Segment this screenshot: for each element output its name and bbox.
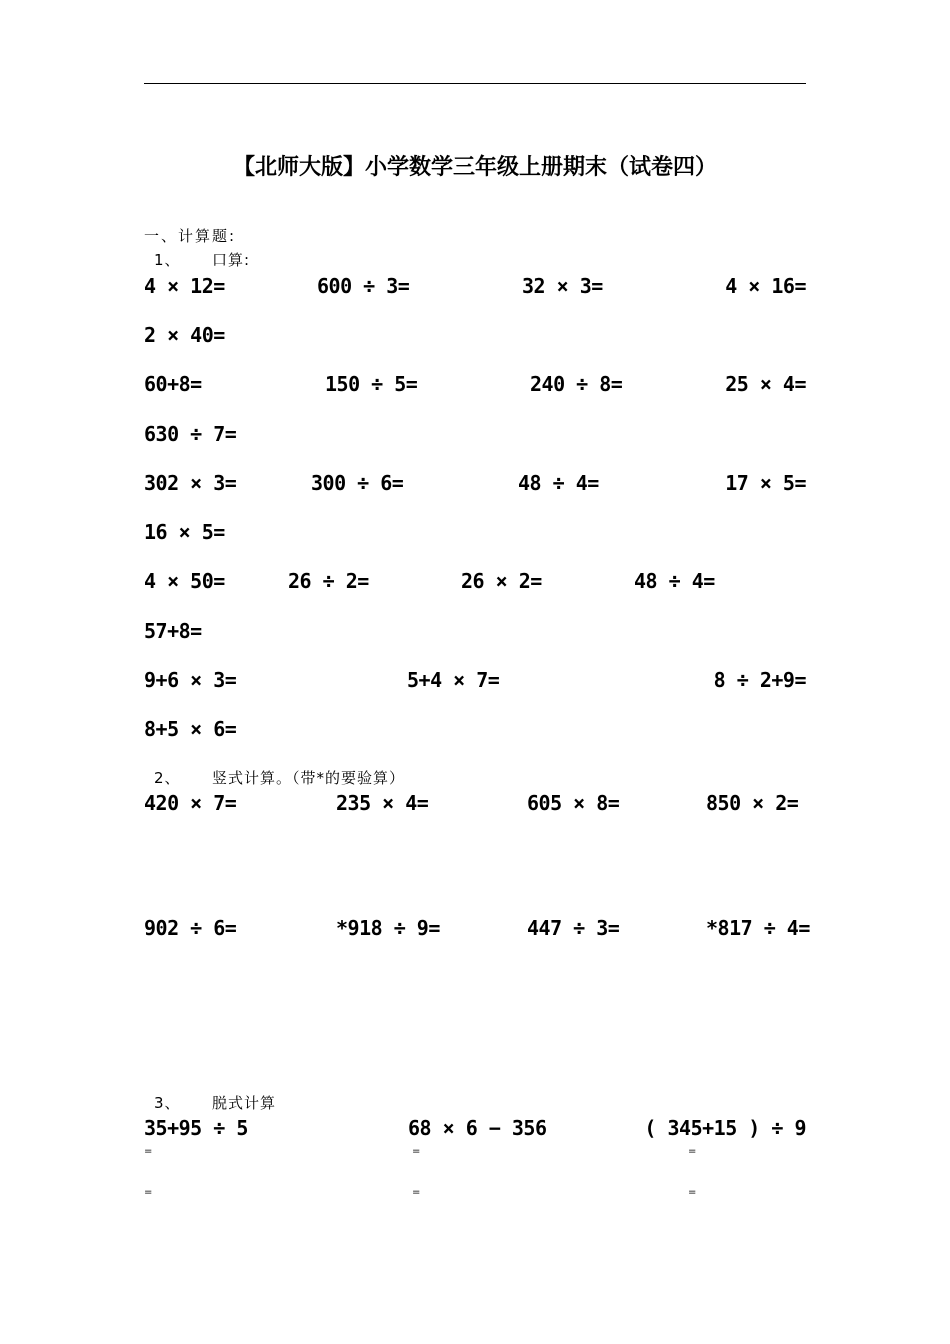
subsection-oral (144, 250, 444, 270)
oral-row (144, 272, 806, 300)
oral-row (144, 617, 806, 645)
problem: 17 × 5= (725, 471, 806, 495)
problem: 2 × 40= (144, 323, 225, 347)
problem: 26 ÷ 2= (288, 569, 369, 593)
problem: 4 × 12= (144, 274, 225, 298)
problem: 57+8= (144, 619, 202, 643)
problem: 25 × 4= (725, 372, 806, 396)
problem: *817 ÷ 4= (706, 916, 810, 940)
problem: 60+8= (144, 372, 202, 396)
vertical-row (144, 789, 806, 817)
subsection-label: 口算: (212, 251, 251, 269)
section-heading-calculation: 一、计算题: (144, 227, 237, 245)
problem: 240 ÷ 8= (530, 372, 623, 396)
problem: 447 ÷ 3= (527, 916, 620, 940)
step-row (144, 1114, 806, 1142)
problem: 4 × 16= (725, 274, 806, 298)
problem: ( 345+15 ) ÷ 9 (644, 1116, 806, 1140)
problem: 48 ÷ 4= (634, 569, 715, 593)
oral-row (144, 715, 806, 743)
oral-row (144, 469, 806, 497)
problem: 235 × 4= (336, 791, 429, 815)
oral-row (144, 567, 806, 595)
equals-mark: = (688, 1146, 697, 1157)
subsection-number: 2、 (154, 769, 181, 787)
problem: 48 ÷ 4= (518, 471, 599, 495)
problem: 32 × 3= (522, 274, 603, 298)
equals-mark: = (144, 1187, 153, 1198)
equals-mark: = (412, 1187, 421, 1198)
problem: 600 ÷ 3= (317, 274, 410, 298)
problem: 850 × 2= (706, 791, 799, 815)
oral-row (144, 666, 806, 694)
problem: 26 × 2= (461, 569, 542, 593)
problem: 902 ÷ 6= (144, 916, 237, 940)
problem: 8+5 × 6= (144, 717, 237, 741)
oral-row (144, 321, 806, 349)
vertical-row (144, 914, 810, 942)
oral-row (144, 370, 806, 398)
problem: 8 ÷ 2+9= (713, 668, 806, 692)
problem: 35+95 ÷ 5 (144, 1116, 248, 1140)
problem: 16 × 5= (144, 520, 225, 544)
oral-row (144, 518, 806, 546)
subsection-vertical (144, 768, 444, 788)
problem: 150 ÷ 5= (325, 372, 418, 396)
subsection-number: 3、 (154, 1094, 181, 1112)
equals-mark: = (144, 1146, 153, 1157)
equals-mark: = (412, 1146, 421, 1157)
problem: 630 ÷ 7= (144, 422, 237, 446)
page-title: 【北师大版】小学数学三年级上册期末（试卷四） (232, 155, 717, 180)
subsection-step (144, 1093, 444, 1113)
problem: 5+4 × 7= (407, 668, 500, 692)
problem: 605 × 8= (527, 791, 620, 815)
subsection-label: 脱式计算 (212, 1094, 277, 1112)
problem: 68 × 6 − 356 (408, 1116, 547, 1140)
subsection-number: 1、 (154, 251, 181, 269)
problem: *918 ÷ 9= (336, 916, 440, 940)
oral-row (144, 420, 806, 448)
subsection-label: 竖式计算。（带*的要验算） (212, 769, 406, 787)
header-rule (144, 83, 806, 84)
problem: 300 ÷ 6= (311, 471, 404, 495)
problem: 4 × 50= (144, 569, 225, 593)
problem: 9+6 × 3= (144, 668, 237, 692)
equals-mark: = (688, 1187, 697, 1198)
problem: 302 × 3= (144, 471, 237, 495)
problem: 420 × 7= (144, 791, 237, 815)
